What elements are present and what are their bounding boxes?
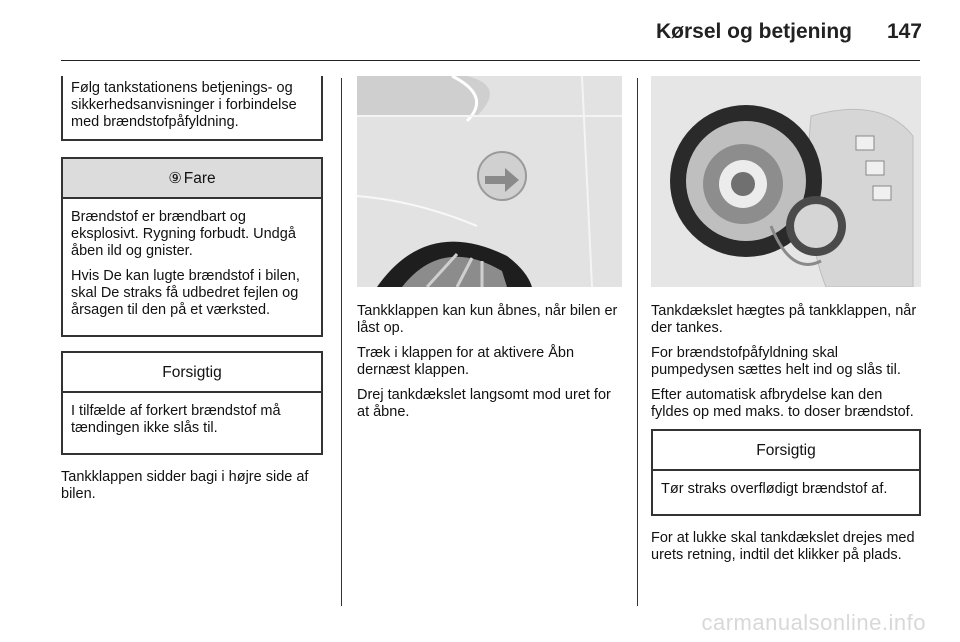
nozzle-text: For brændstofpåfyldning skal pumpedysen sættes helt ind og slås til. [651,345,901,378]
intro-text: Følg tankstationens betjenings- og sikkerhedsanvisninger i forbindelse med brændstofpåfyldning. [71,80,297,130]
close-cap-text: For at lukke skal tankdækslet drejes med urets retning, indtil det klikker på plads. [651,530,915,563]
fuel-cap-illustration [651,76,921,287]
danger-box [61,157,323,337]
caution-box [61,351,323,455]
caution-text: I tilfælde af forkert brændstof må tændingen ikke slås til. [71,403,281,436]
intro-box [61,76,323,141]
caution-box-right-header [653,431,919,471]
danger-box-title: Fare [183,169,216,187]
page-number: 147 [886,20,922,43]
column-middle [357,76,622,429]
section-title: Kørsel og betjening [655,20,852,43]
header-divider [61,60,920,61]
pull-flap-text: Træk i klappen for at aktivere Åbn dernæst klappen. [357,345,575,378]
danger-box-header [63,159,321,199]
caution-box-body [63,393,321,453]
column-right [651,76,921,572]
danger-paragraph-1: Brændstof er brændbart og eksplosivt. Rygning forbudt. Undgå åben ild og gnister. [71,209,296,259]
danger-paragraph-2: Hvis De kan lugte brændstof i bilen, skal De straks få udbedret fejlen og årsagen til den på et værksted. [71,268,300,318]
caution-box-right-body [653,471,919,514]
caution-box-right [651,429,921,516]
warning-circle-9-icon: ⑨ [168,169,182,187]
caution-box-right-title: Forsigtig [756,441,816,459]
unlock-text: Tankklappen kan kun åbnes, når bilen er låst op. [357,303,618,336]
column-divider-2 [637,78,638,606]
page-header [0,0,960,62]
fuel-flap-location-text: Tankklappen sidder bagi i højre side af bilen. [61,469,309,502]
caution-box-title: Forsigtig [162,363,222,381]
danger-box-body [63,199,321,335]
car-fuel-flap-illustration [357,76,622,287]
top-up-text: Efter automatisk afbrydelse kan den fyldes op med maks. to doser brændstof. [651,387,914,420]
turn-cap-text: Drej tankdækslet langsomt mod uret for at åbne. [357,387,611,420]
watermark: carmanualsonline.info [701,610,926,635]
cap-hook-text: Tankdækslet hægtes på tankklappen, når der tankes. [651,303,917,336]
column-left [61,76,323,511]
caution-box-header [63,353,321,393]
column-divider-1 [341,78,342,606]
caution-right-text: Tør straks overflødigt brændstof af. [661,481,888,497]
